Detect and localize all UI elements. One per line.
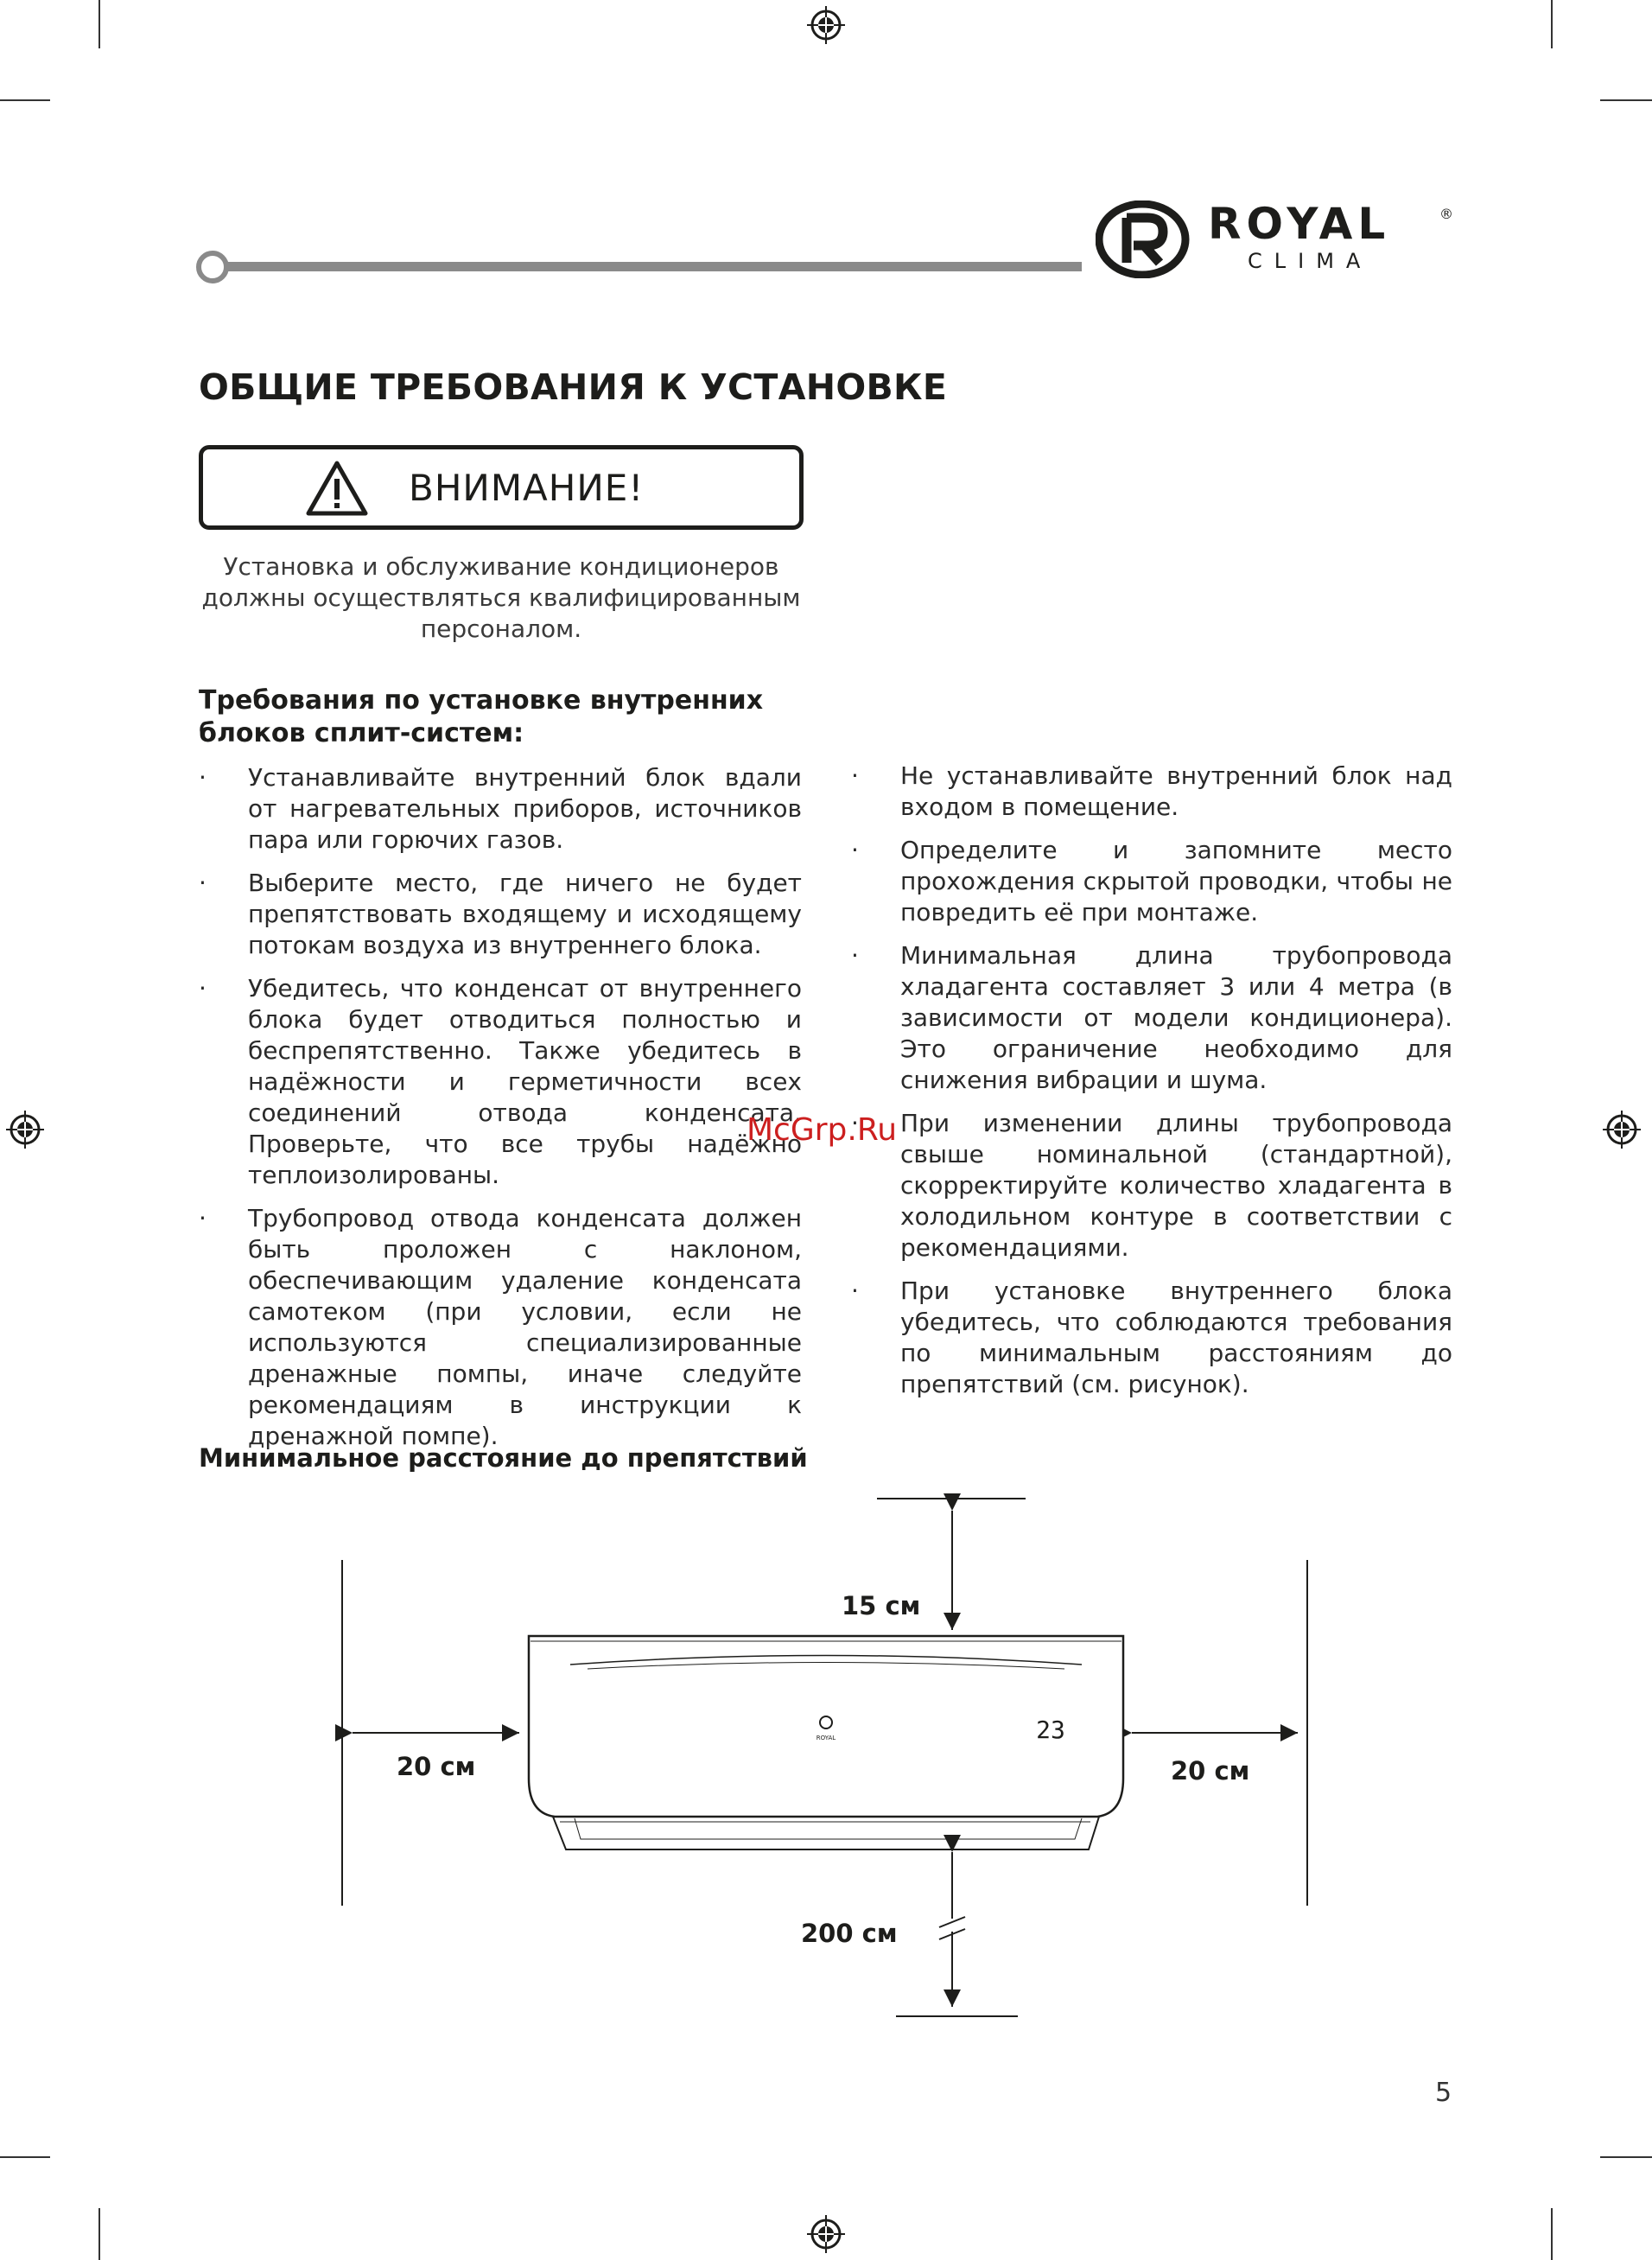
indoor-unit-drawing xyxy=(529,1636,1123,1849)
top-clearance-label: 15 см xyxy=(842,1591,921,1620)
watermark: McGrp.Ru xyxy=(747,1112,898,1148)
bottom-clearance-arrow xyxy=(939,1852,965,2007)
brand-registered-mark: ® xyxy=(1439,206,1453,222)
diagram-heading: Минимальное расстояние до препятствий xyxy=(199,1443,808,1473)
warning-exclamation: ! xyxy=(628,467,645,509)
right-clearance-label: 20 см xyxy=(1171,1756,1250,1786)
requirements-heading: Требования по установке внутренних блоков сплит-систем: xyxy=(199,685,764,748)
page-title: ОБЩИЕ ТРЕБОВАНИЯ К УСТАНОВКЕ xyxy=(199,366,948,408)
brand-sub: CLIMA xyxy=(1248,249,1373,273)
bottom-clearance-label: 200 см xyxy=(801,1919,898,1948)
warning-label-text: ВНИМАНИЕ xyxy=(409,467,629,509)
list-item: · Определите и запомните место прохождения скрытой проводки, чтобы не повредить её при монтаже. xyxy=(851,835,1452,928)
unit-brand-label: ROYAL xyxy=(816,1735,836,1741)
list-item: · Не устанавливайте внутренний блок над входом в помещение. xyxy=(851,761,1452,823)
list-item: · При установке внутреннего блока убедитесь, что соблюдаются требования по минимальным расстояниям до препятствий (см. рисунок). xyxy=(851,1276,1452,1400)
warning-notice: Установка и обслуживание кондиционеров должны осуществляться квалифицированным персоналом. xyxy=(201,552,801,643)
list-item: · Устанавливайте внутренний блок вдали от нагревательных приборов, источников пара или горючих газов. xyxy=(199,762,802,856)
list-item: · Убедитесь, что конденсат от внутреннего блока будет отводиться полностью и беспрепятственно. Также убедитесь в надёжности и герметичности всех соединений отвода конденсата. Проверьте, что все трубы надёжно теплоизолированы. xyxy=(199,973,802,1191)
list-item: · Выберите место, где ничего не будет препятствовать входящему и исходящему потокам воздуха из внутреннего блока. xyxy=(199,868,802,961)
list-item: · Минимальная длина трубопровода хладагента составляет 3 или 4 метра (в зависимости от модели кондиционера). Это ограничение необходимо для снижения вибрации и шума. xyxy=(851,940,1452,1096)
list-item: · Трубопровод отвода конденсата должен быть проложен с наклоном, обеспечивающим удаление конденсата самотеком (при условии, если не используются специализированные дренажные помпы, иначе следуйте рекомендациям в инструкции к дренажной помпе). xyxy=(199,1203,802,1452)
brand-name: ROYAL xyxy=(1208,199,1391,249)
page-number: 5 xyxy=(1435,2078,1452,2108)
list-item: · При изменении длины трубопровода свыше номинальной (стандартной), скорректируйте количество хладагента в холодильном контуре в соответствии с рекомендациями. xyxy=(851,1108,1452,1264)
left-clearance-label: 20 см xyxy=(397,1752,476,1781)
unit-display-readout: 23 xyxy=(1036,1716,1065,1744)
